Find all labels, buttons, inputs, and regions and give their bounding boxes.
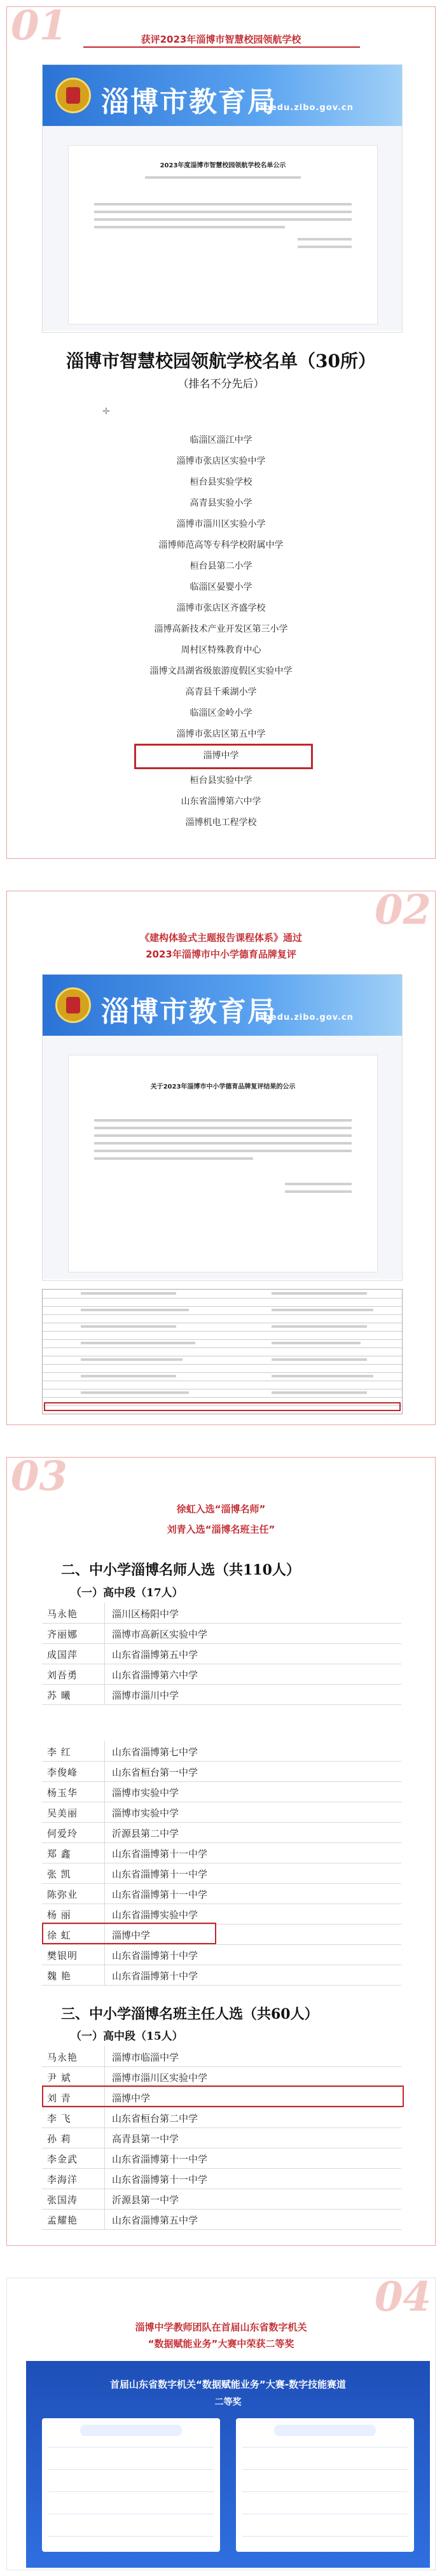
- highlight-box: [42, 1923, 216, 1944]
- separator: [104, 1965, 105, 1985]
- school-item-highlighted: 淄博中学: [203, 751, 239, 761]
- separator: [104, 1643, 105, 1664]
- person-unit: 山东省淄博第十一中学: [112, 2154, 208, 2165]
- table-row: [42, 2148, 401, 2169]
- table-cell: [272, 1292, 367, 1295]
- person-name: 成国萍: [47, 1649, 78, 1660]
- person-name: 李 飞: [47, 2113, 71, 2124]
- table-cell: [81, 1358, 183, 1361]
- table-row: [43, 1397, 402, 1398]
- separator: [104, 1842, 105, 1863]
- card-header: [274, 2425, 376, 2436]
- row-divider: [48, 2536, 214, 2537]
- text-line: [94, 218, 352, 221]
- person-unit: 淄博中学: [112, 2092, 151, 2104]
- table-row: [43, 1331, 402, 1332]
- person-unit: 山东省淄博第十一中学: [112, 1869, 208, 1880]
- national-emblem-icon: [55, 987, 91, 1023]
- row-divider: [242, 2491, 408, 2492]
- person-name: 魏 艳: [47, 1970, 71, 1982]
- text-line: [94, 1150, 352, 1152]
- school-item: 淄博文昌湖省级旅游度假区实验中学: [149, 666, 293, 676]
- section-subtitle: （一）高中段（15人）: [71, 2030, 183, 2043]
- table-row: [42, 1623, 401, 1644]
- table-cell: [272, 1358, 367, 1361]
- person-name: 郑 鑫: [47, 1848, 71, 1860]
- person-unit: 淄博市淄川区实验中学: [112, 2072, 208, 2084]
- table-cell: [272, 1325, 367, 1328]
- person-unit: 淄博市实验中学: [112, 1807, 179, 1819]
- table-cell: [81, 1391, 189, 1394]
- text-line: [298, 246, 352, 248]
- table-cell: [81, 1342, 195, 1344]
- separator: [104, 1664, 105, 1684]
- school-item: 高青县千乘湖小学: [185, 687, 257, 697]
- person-name: 孙 莉: [47, 2133, 71, 2145]
- person-name: 孟耀艳: [47, 2215, 78, 2226]
- text-line: [94, 211, 352, 213]
- school-item: 淄博市淄川区实验小学: [176, 519, 266, 529]
- award-card: [42, 2418, 220, 2552]
- separator: [104, 2189, 105, 2209]
- separator: [104, 1944, 105, 1965]
- separator: [104, 1741, 105, 1761]
- school-item: 桓台县实验学校: [190, 477, 252, 487]
- person-name: 李金武: [47, 2154, 78, 2165]
- person-unit: 山东省桓台第二中学: [112, 2113, 198, 2124]
- table-row: [43, 1306, 402, 1307]
- text-line: [285, 1183, 352, 1185]
- panel-title-line-1: 淄博中学教师团队在首届山东省数字机关: [135, 2322, 307, 2333]
- table-row: [42, 2209, 401, 2230]
- name-table-3: [42, 2046, 401, 2231]
- text-line: [94, 1134, 352, 1137]
- article: [68, 1055, 378, 1272]
- person-unit: 淄博市高新区实验中学: [112, 1629, 208, 1640]
- site-url: zbedu.zibo.gov.cn: [259, 103, 354, 113]
- school-item: 临淄区晏婴小学: [190, 582, 252, 592]
- highlight-box: [42, 2085, 404, 2107]
- text-line: [94, 226, 285, 228]
- person-unit: 淄川区杨阳中学: [112, 1608, 179, 1620]
- table-cell: [81, 1375, 176, 1377]
- person-unit: 沂源县第一中学: [112, 2194, 179, 2206]
- table-cell: [81, 1292, 176, 1295]
- list-title: 淄博市智慧校园领航学校名单（30所）: [66, 351, 376, 372]
- person-name: 苏 曦: [47, 1690, 71, 1701]
- person-unit: 山东省淄博第七中学: [112, 1746, 198, 1758]
- person-name: 张 凯: [47, 1869, 71, 1880]
- table-row: [42, 1822, 401, 1843]
- person-unit: 山东省淄博实验中学: [112, 1909, 198, 1921]
- highlight-box: [44, 1402, 401, 1411]
- table-row: [42, 2168, 401, 2189]
- person-unit: 高青县第一中学: [112, 2133, 179, 2145]
- card-header: [80, 2425, 182, 2436]
- poster-title: 首届山东省数字机关“数据赋能业务”大赛-数字技能赛道: [110, 2379, 346, 2390]
- table-row: [42, 2066, 401, 2087]
- table-row: [43, 1339, 402, 1340]
- person-unit: 淄博市临淄中学: [112, 2052, 179, 2063]
- person-name: 何爱玲: [47, 1828, 78, 1839]
- separator: [104, 1904, 105, 1924]
- table-row: [43, 1372, 402, 1373]
- text-line: [285, 1190, 352, 1193]
- text-line: [94, 1127, 352, 1129]
- person-name: 马永艳: [47, 1608, 78, 1620]
- person-name: 吴美丽: [47, 1807, 78, 1819]
- person-unit: 山东省淄博第十中学: [112, 1970, 198, 1982]
- text-line: [145, 176, 301, 179]
- plus-icon: ✛: [102, 407, 110, 417]
- site-body: [43, 1036, 402, 1279]
- panel-3: [6, 1452, 436, 2246]
- poster-subtitle: 二等奖: [214, 2397, 242, 2407]
- table-cell: [81, 1309, 189, 1311]
- school-item: 淄博高新技术产业开发区第三小学: [154, 624, 288, 634]
- text-line: [298, 238, 352, 240]
- website-screenshot: [42, 974, 403, 1281]
- table-row: [42, 1603, 401, 1624]
- separator: [104, 2209, 105, 2229]
- table-row: [42, 1741, 401, 1762]
- panel-number: 02: [374, 886, 431, 934]
- table-cell: [81, 1325, 176, 1328]
- table-row: [42, 1802, 401, 1823]
- school-item: 周村区特殊教育中心: [181, 645, 261, 655]
- row-divider: [242, 2469, 408, 2470]
- separator: [104, 1761, 105, 1781]
- table-row: [42, 1883, 401, 1904]
- panel-title-line-1: 《建构体验式主题报告课程体系》通过: [139, 932, 302, 943]
- title-rule: [83, 46, 360, 48]
- separator: [104, 1603, 105, 1623]
- list-subtitle: （排名不分先后）: [177, 378, 265, 391]
- person-unit: 山东省淄博第十一中学: [112, 2174, 208, 2185]
- person-unit: 淄博市实验中学: [112, 1787, 179, 1799]
- table-row: [42, 1643, 401, 1664]
- row-divider: [48, 2491, 214, 2492]
- separator: [104, 2066, 105, 2087]
- person-name: 徐 虹: [47, 1930, 71, 1941]
- person-unit: 淄博中学: [112, 1930, 151, 1941]
- table-row: [42, 1904, 401, 1925]
- text-line: [94, 203, 352, 205]
- table-cell: [272, 1309, 373, 1311]
- table-row: [43, 1364, 402, 1365]
- national-emblem-icon: [55, 78, 91, 113]
- table-row: [42, 2127, 401, 2148]
- site-name: 淄博市教育局: [101, 996, 277, 1028]
- school-item: 高青县实验小学: [190, 498, 252, 508]
- table-row: [42, 2107, 401, 2128]
- panel-title: 获评2023年淄博市智慧校园领航学校: [141, 34, 301, 45]
- separator: [104, 1781, 105, 1802]
- person-unit: 淄博市淄川中学: [112, 1690, 179, 1701]
- separator: [104, 1623, 105, 1643]
- panel-number: 01: [11, 2, 68, 50]
- panel-title-line-2: “数据赋能业务”大赛中荣获二等奖: [148, 2338, 294, 2350]
- article: [68, 145, 378, 324]
- award-card: [236, 2418, 414, 2552]
- person-name: 李俊峰: [47, 1767, 78, 1778]
- separator: [104, 2127, 105, 2148]
- panel-1: [6, 2, 436, 859]
- site-name: 淄博市教育局: [101, 86, 277, 118]
- person-unit: 山东省淄博第六中学: [112, 1669, 198, 1681]
- person-name: 张国涛: [47, 2194, 78, 2206]
- school-item: 山东省淄博第六中学: [181, 797, 261, 807]
- person-name: 李海洋: [47, 2174, 78, 2185]
- site-header: [43, 975, 402, 1036]
- result-table: [42, 1289, 403, 1414]
- table-row: [42, 1944, 401, 1965]
- separator: [104, 1883, 105, 1904]
- person-name: 樊银明: [47, 1950, 78, 1961]
- table-row: [42, 2189, 401, 2210]
- text-line: [94, 1157, 253, 1160]
- person-name: 刘 青: [47, 2092, 71, 2104]
- person-unit: 沂源县第二中学: [112, 1828, 179, 1839]
- row-divider: [242, 2536, 408, 2537]
- table-row: [42, 1664, 401, 1685]
- separator: [104, 2107, 105, 2127]
- article-title: 关于2023年淄博市中小学德育品牌复评结果的公示: [150, 1083, 296, 1090]
- school-item: 淄博市张店区第五中学: [176, 729, 266, 739]
- school-item: 淄博师范高等专科学校附属中学: [158, 540, 284, 550]
- separator: [104, 1684, 105, 1704]
- panel-number: 03: [11, 1452, 68, 1500]
- school-item: 淄博市张店区齐盛学校: [176, 603, 266, 613]
- table-cell: [272, 1391, 367, 1394]
- person-name: 陈弥业: [47, 1889, 78, 1900]
- article-title: 2023年度淄博市智慧校园领航学校名单公示: [160, 162, 286, 169]
- person-name: 尹 斌: [47, 2072, 71, 2084]
- separator: [104, 1802, 105, 1822]
- school-item: 桓台县实验中学: [190, 776, 252, 786]
- person-name: 刘吾勇: [47, 1669, 78, 1681]
- table-cell: [272, 1342, 361, 1344]
- panel-2: [6, 886, 436, 1425]
- separator: [104, 1863, 105, 1883]
- person-unit: 山东省桓台第一中学: [112, 1767, 198, 1778]
- panel-title-line-1: 徐虹入选“淄博名师”: [176, 1503, 266, 1515]
- website-screenshot: [42, 64, 403, 333]
- row-divider: [48, 2469, 214, 2470]
- table-cell: [272, 1375, 373, 1377]
- separator: [104, 2148, 105, 2168]
- person-name: 齐丽娜: [47, 1629, 78, 1640]
- table-row: [42, 1684, 401, 1705]
- person-unit: 山东省淄博第五中学: [112, 2215, 198, 2226]
- table-row: [42, 1842, 401, 1863]
- table-row: [43, 1314, 402, 1315]
- school-item: 临淄区金岭小学: [190, 708, 252, 718]
- person-name: 马永艳: [47, 2052, 78, 2063]
- school-item: 桓台县第二小学: [190, 561, 252, 571]
- name-table-2: [42, 1741, 401, 1989]
- site-body: [43, 126, 402, 331]
- person-unit: 山东省淄博第五中学: [112, 1649, 198, 1660]
- person-name: 李 红: [47, 1746, 71, 1758]
- table-row: [42, 2046, 401, 2067]
- panel-title-line-2: 2023年淄博市中小学德育品牌复评: [146, 949, 296, 960]
- site-url: zbedu.zibo.gov.cn: [259, 1013, 354, 1022]
- person-name: 杨 丽: [47, 1909, 71, 1921]
- name-table-1: [42, 1603, 401, 1711]
- section-title: 三、中小学淄博名班主任人选（共60人）: [61, 2006, 319, 2023]
- table-row: [42, 1761, 401, 1782]
- award-poster: [26, 2361, 430, 2568]
- school-item: 临淄区淄江中学: [190, 435, 252, 445]
- table-row: [42, 1965, 401, 1986]
- site-header: [43, 65, 402, 126]
- person-unit: 山东省淄博第十一中学: [112, 1889, 208, 1900]
- school-item: 淄博市张店区实验中学: [176, 456, 266, 466]
- panel-4: [6, 2273, 436, 2570]
- section-subtitle: （一）高中段（17人）: [71, 1587, 183, 1599]
- text-line: [94, 1142, 352, 1145]
- table-row: [42, 1781, 401, 1802]
- table-row: [43, 1347, 402, 1348]
- separator: [104, 2168, 105, 2189]
- school-item: 淄博机电工程学校: [185, 818, 257, 828]
- separator: [104, 2046, 105, 2066]
- table-row: [42, 1863, 401, 1884]
- person-unit: 山东省淄博第十中学: [112, 1950, 198, 1961]
- person-name: 杨玉华: [47, 1787, 78, 1799]
- separator: [104, 1822, 105, 1842]
- section-title: 二、中小学淄博名师人选（共110人）: [61, 1562, 300, 1578]
- person-unit: 山东省淄博第十一中学: [112, 1848, 208, 1860]
- text-line: [94, 1119, 352, 1122]
- panel-title-line-2: 刘青入选“淄博名班主任”: [167, 1524, 275, 1535]
- panel-number: 04: [374, 2273, 431, 2321]
